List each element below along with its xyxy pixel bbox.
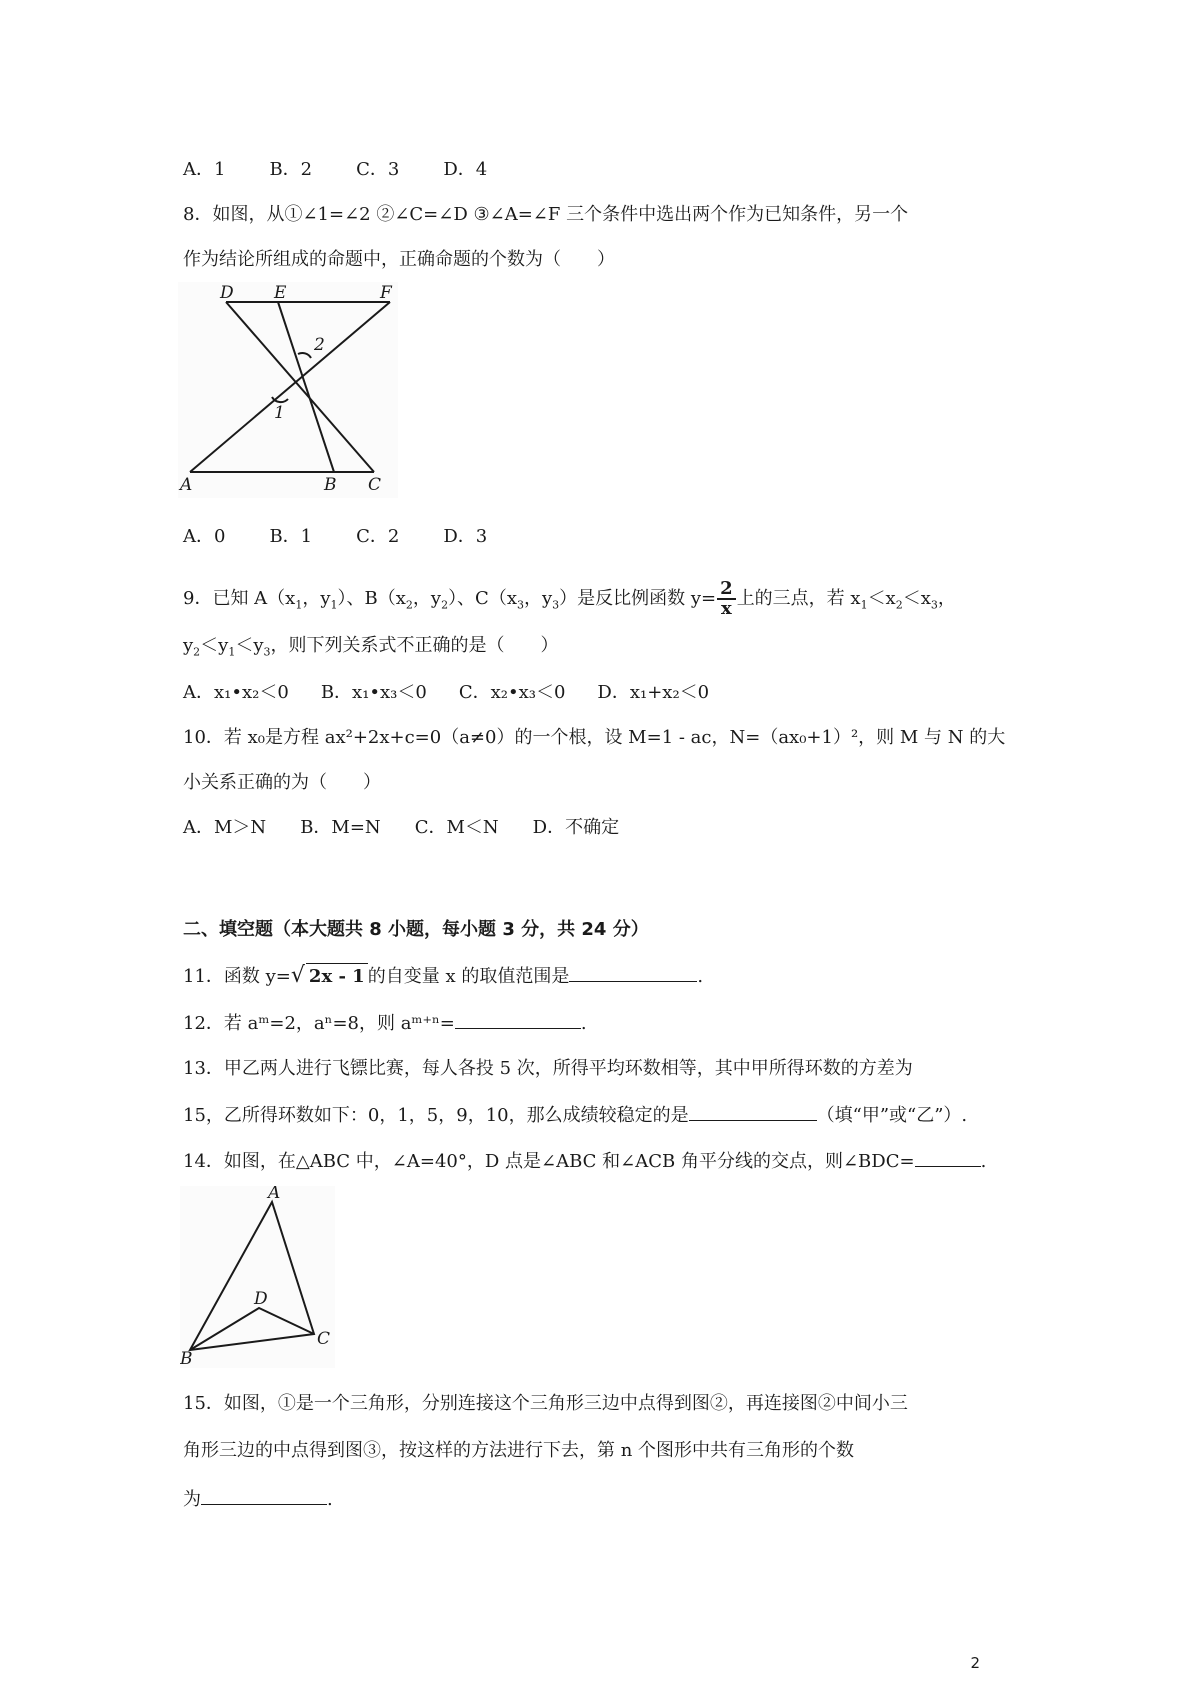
q9-line1: [183, 580, 956, 619]
q9-sub: 2: [193, 645, 201, 659]
q9-text: ，y: [302, 588, 331, 609]
q10-line1: 10．若 x₀是方程 ax²+2x+c=0（a≠0）的一个根，设 M=1 - ac，N=（ax₀+1）²，则 M 与 N 的大: [183, 727, 1006, 748]
q9-sub: 2: [441, 598, 449, 612]
q8-figure: [178, 282, 398, 498]
q9-text: ）是反比例函数 y=: [559, 588, 717, 609]
q9-text: ，y: [524, 588, 553, 609]
q7-options: [183, 157, 487, 183]
q8-label-b: B: [324, 475, 337, 495]
q8-option-c: C．2: [356, 526, 400, 547]
q11-text: 11．函数 y=: [183, 966, 291, 987]
q8-label-e: E: [274, 283, 287, 303]
q11-text: 的自变量 x 的取值范围是: [367, 966, 570, 987]
q12-text: 12．若 aᵐ=2，aⁿ=8，则 aᵐ⁺ⁿ=: [183, 1013, 455, 1034]
q9-text: 9．已知 A（x: [183, 588, 296, 609]
q9-option-c: C．x₂•x₃＜0: [458, 682, 566, 703]
q8-label-a: A: [180, 475, 193, 495]
q8-option-b: B．1: [269, 526, 313, 547]
q10-line2: 小关系正确的为（ ）: [183, 772, 381, 793]
q8-line1: 8．如图，从①∠1=∠2 ②∠C=∠D ③∠A=∠F 三个条件中选出两个作为已知条件，另一个: [183, 204, 909, 225]
q15-line2: 角形三边的中点得到图③，按这样的方法进行下去，第 n 个图形中共有三角形的个数: [183, 1440, 855, 1461]
q14-label-c: C: [317, 1329, 331, 1349]
q11: [183, 963, 703, 990]
q14-text: 14．如图，在△ABC 中，∠A=40°，D 点是∠ABC 和∠ACB 角平分线的交点，则∠BDC=: [183, 1151, 915, 1172]
q8-option-a: A．0: [183, 526, 226, 547]
q9-text: ）、B（x: [337, 588, 406, 609]
q14-label-b: B: [180, 1349, 193, 1368]
q14-figure: [180, 1186, 335, 1368]
q9-text: ，则下列关系式不正确的是（ ）: [270, 635, 559, 656]
q15-text: 为: [183, 1489, 201, 1510]
q12: [183, 1010, 587, 1037]
q10-option-d: D．不确定: [532, 817, 620, 838]
q11-answer-blank[interactable]: [569, 963, 697, 982]
q15-line1: 15．如图，①是一个三角形，分别连接这个三角形三边中点得到图②，再连接图②中间小三: [183, 1393, 908, 1414]
q14-label-a: A: [268, 1186, 281, 1203]
q13-answer-blank[interactable]: [689, 1102, 817, 1121]
q9-option-b: B．x₁•x₃＜0: [320, 682, 427, 703]
q14-text: .: [980, 1151, 987, 1172]
q8-label-f: F: [380, 283, 392, 303]
q8-line2: 作为结论所组成的命题中，正确命题的个数为（ ）: [183, 249, 615, 270]
q8-option-d: D．3: [443, 526, 488, 547]
q15-line3: [183, 1486, 333, 1513]
q9-sub: 2: [405, 598, 413, 612]
q9-sub: 3: [263, 645, 271, 659]
q11-text: .: [697, 966, 704, 987]
q8-label-angle-2: 2: [314, 335, 325, 355]
q9-line2: [183, 633, 559, 666]
q9-frac-denominator: x: [721, 598, 732, 619]
q7-option-b: B．2: [269, 159, 313, 180]
q10-option-a: A．M＞N: [183, 817, 267, 838]
q8-label-c: C: [368, 475, 382, 495]
q9-sub: 3: [517, 598, 524, 612]
q15-answer-blank[interactable]: [201, 1486, 327, 1505]
q15-text: .: [327, 1489, 333, 1510]
q9-text: ，y: [412, 588, 442, 609]
q9-sub: 1: [228, 645, 236, 659]
q9-option-d: D．x₁+x₂＜0: [597, 682, 710, 703]
q8-options: [183, 524, 487, 550]
q11-radicand: 2x - 1: [306, 963, 368, 990]
q9-text: ＜y: [235, 635, 264, 656]
q13-text: （填“甲”或“乙”）.: [816, 1105, 968, 1126]
q9-text: ）、C（x: [448, 588, 517, 609]
q14-answer-blank[interactable]: [915, 1148, 981, 1167]
q8-label-angle-1: 1: [274, 403, 285, 423]
q10-option-b: B．M=N: [300, 817, 381, 838]
q7-option-a: A．1: [183, 159, 226, 180]
q13-line1: 13．甲乙两人进行飞镖比赛，每人各投 5 次，所得平均环数相等，其中甲所得环数的方差为: [183, 1058, 913, 1079]
section2-heading: 二、填空题（本大题共 8 小题，每小题 3 分，共 24 分）: [183, 919, 649, 940]
q9-text: 上的三点，若 x: [736, 588, 861, 609]
q9-text: ＜x: [902, 588, 931, 609]
q14-label-d: D: [254, 1289, 268, 1309]
page-number: 2: [970, 1654, 980, 1672]
q13-text: 15，乙所得环数如下：0，1，5，9，10，那么成绩较稳定的是: [183, 1105, 689, 1126]
q9-sub: 3: [930, 598, 938, 612]
q10-options: [183, 815, 619, 841]
q14: [183, 1148, 986, 1175]
q9-frac-numerator: 2: [717, 580, 736, 600]
q12-answer-blank[interactable]: [455, 1010, 581, 1029]
radical-icon: √: [290, 963, 305, 988]
q10-option-c: C．M＜N: [414, 817, 499, 838]
q9-sub: 2: [895, 598, 903, 612]
q9-text: ＜x: [867, 588, 896, 609]
q9-text: y: [183, 635, 194, 656]
q9-sub: 1: [295, 598, 303, 612]
q9-sub: 1: [330, 598, 338, 612]
q9-sub: 1: [860, 598, 868, 612]
q7-option-c: C．3: [356, 159, 400, 180]
q12-text: .: [580, 1013, 587, 1034]
q9-options: [183, 680, 709, 706]
q9-text: ，: [937, 588, 956, 609]
q13-line2: [183, 1102, 967, 1129]
q9-option-a: A．x₁•x₂＜0: [183, 682, 289, 703]
q8-label-d: D: [220, 283, 234, 303]
q9-text: ＜y: [200, 635, 229, 656]
q9-fraction: [717, 580, 736, 618]
q7-option-d: D．4: [443, 159, 488, 180]
q9-sub: 3: [552, 598, 560, 612]
